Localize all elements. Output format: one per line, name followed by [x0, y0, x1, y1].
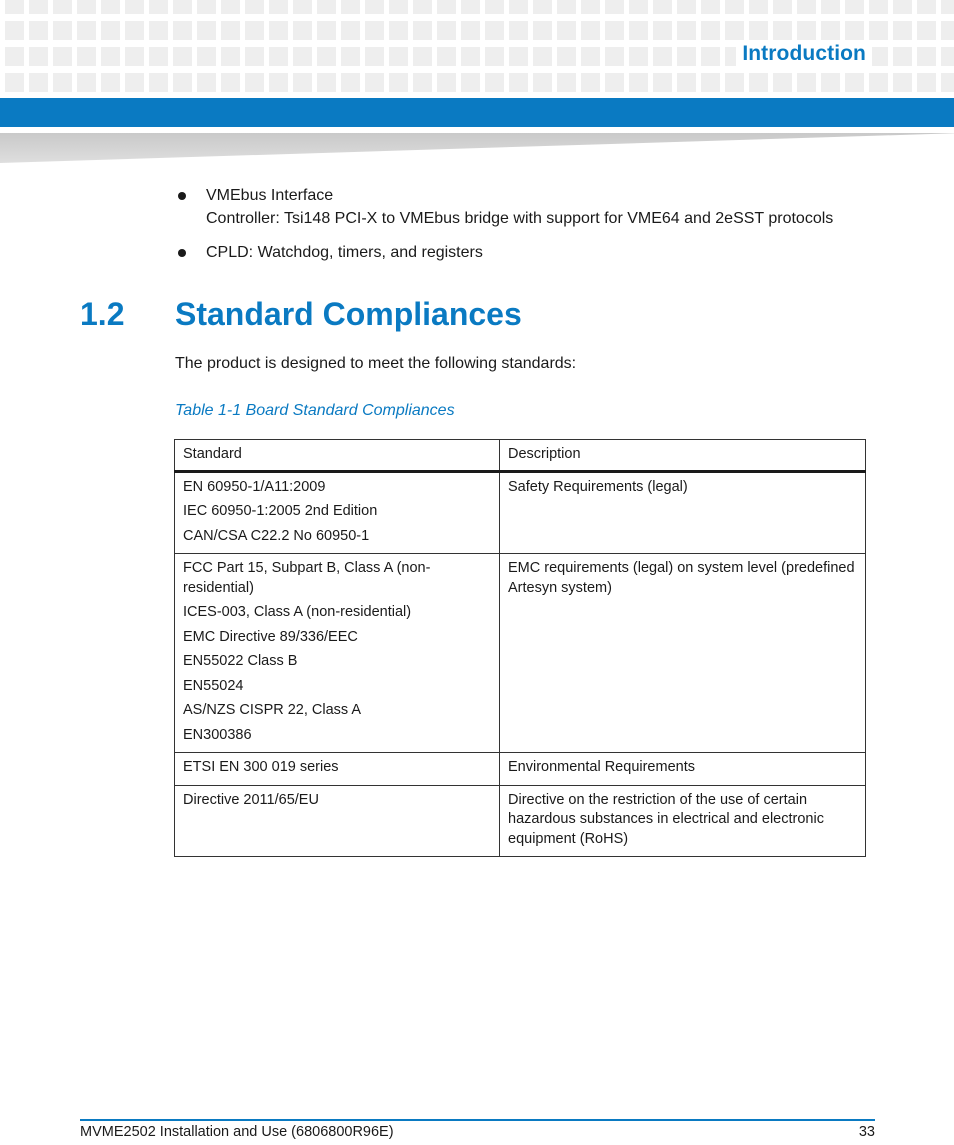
footer-rule — [80, 1119, 875, 1121]
standards-cell — [175, 753, 500, 786]
table-row — [175, 753, 866, 786]
bullet-line: VMEbus Interface — [206, 187, 334, 204]
column-header-standard: Standard — [175, 440, 500, 472]
table-row — [175, 554, 866, 753]
description-cell: Environmental Requirements — [500, 753, 866, 786]
table-header-row — [175, 440, 866, 472]
compliance-table — [174, 439, 866, 857]
standard-entry: EN55024 — [183, 677, 244, 694]
standard-entry: EN 60950-1/A11:2009 — [183, 478, 326, 495]
footer-doc-title: MVME2502 Installation and Use (6806800R96E) — [80, 1124, 394, 1140]
table-row — [175, 471, 866, 554]
intro-paragraph: The product is designed to meet the following standards: — [175, 355, 577, 372]
standard-entry: EN55022 Class B — [183, 653, 298, 669]
section-title: Standard Compliances — [175, 296, 522, 332]
standard-entry: Directive 2011/65/EU — [183, 791, 319, 808]
feature-bullet-list — [178, 184, 898, 275]
footer-page-number: 33 — [858, 1124, 875, 1140]
header-grey-swoosh — [0, 133, 954, 163]
bullet-dot-icon — [178, 249, 186, 257]
standard-entry: ETSI EN 300 019 series — [183, 759, 339, 775]
bullet-line: CPLD: Watchdog, timers, and registers — [206, 244, 483, 261]
standards-cell — [175, 785, 500, 857]
header-blue-band — [0, 98, 954, 127]
description-cell: Safety Requirements (legal) — [500, 471, 866, 554]
table-caption: Table 1-1 Board Standard Compliances — [175, 402, 455, 419]
standard-entry: AS/NZS CISPR 22, Class A — [183, 702, 362, 718]
standards-cell — [175, 471, 500, 554]
description-cell: EMC requirements (legal) on system level (predefined Artesyn system) — [500, 554, 866, 753]
section-number: 1.2 — [80, 296, 125, 332]
standard-entry: EN300386 — [183, 726, 252, 743]
description-cell: Directive on the restriction of the use of certain hazardous substances in electrical and electronic equipment (RoHS) — [500, 785, 866, 857]
standard-entry: FCC Part 15, Subpart B, Class A (non-residential) — [183, 560, 431, 596]
standards-cell — [175, 554, 500, 753]
bullet-item — [178, 241, 898, 264]
standard-entry: EMC Directive 89/336/EEC — [183, 628, 358, 645]
standard-entry: CAN/CSA C22.2 No 60950-1 — [183, 527, 370, 544]
section-heading — [80, 296, 522, 333]
standard-entry: ICES-003, Class A (non-residential) — [183, 604, 412, 620]
bullet-item — [178, 184, 898, 230]
table-row — [175, 785, 866, 857]
chapter-title: Introduction — [736, 40, 872, 68]
bullet-line: Controller: Tsi148 PCI-X to VMEbus bridge with support for VME64 and 2eSST protocols — [206, 210, 834, 227]
column-header-description: Description — [500, 440, 866, 472]
standard-entry: IEC 60950-1:2005 2nd Edition — [183, 503, 378, 519]
bullet-dot-icon — [178, 192, 186, 200]
